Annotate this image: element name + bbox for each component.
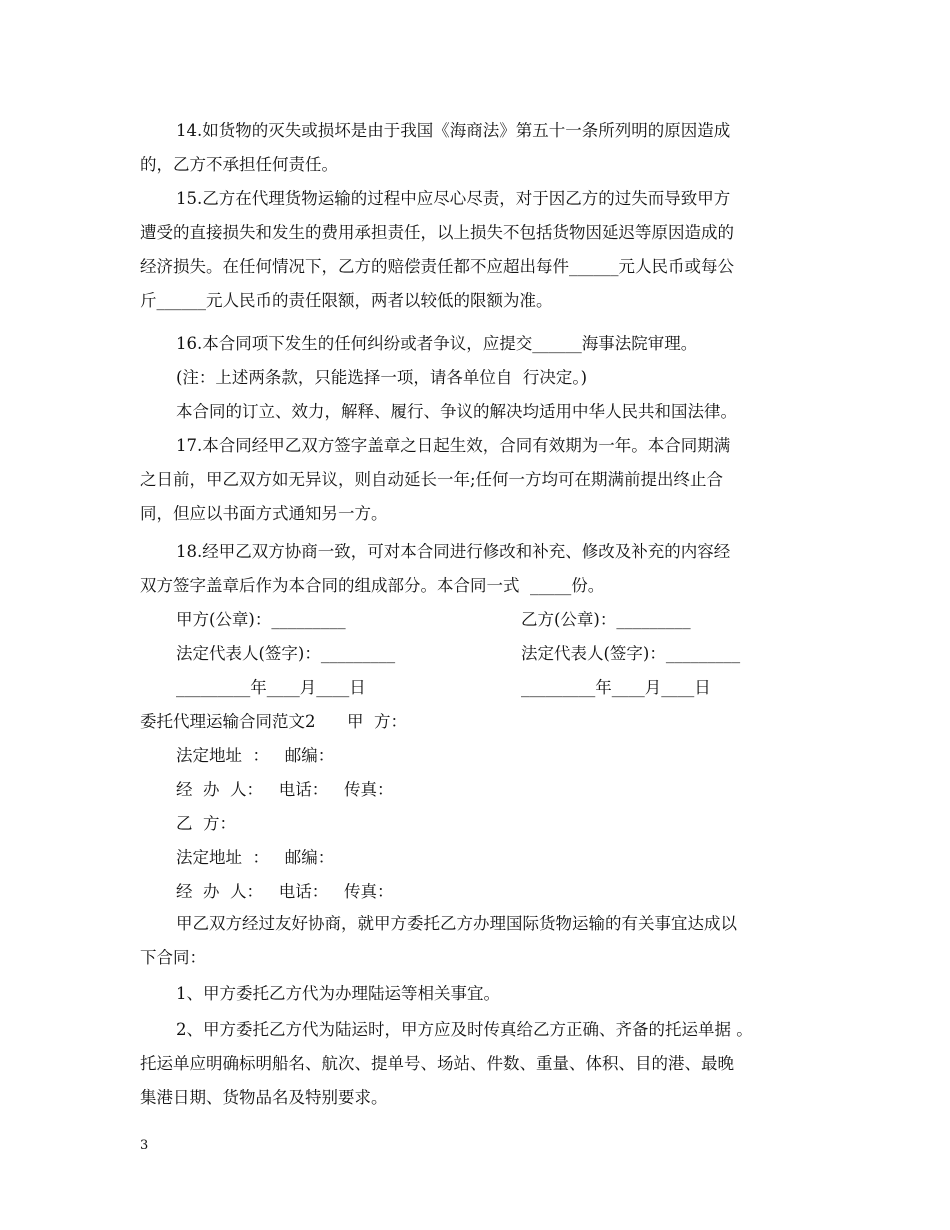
clause-17-line-3: 同，但应以书面方式通知另一方。 — [140, 504, 388, 523]
page-number: 3 — [140, 1138, 149, 1153]
party-b-representative-field: 法定代表人(签字)：_________ — [521, 644, 741, 663]
clause-15-line-2: 遭受的直接损失和发生的费用承担责任，以上损失不包括货物因延迟等原因造成的 — [140, 223, 734, 242]
party-b-address-line: 法定地址 ： 邮编： — [176, 848, 335, 867]
clause-17-line-2: 之日前，甲乙双方如无异议，则自动延长一年;任何一方均可在期满前提出终止合 — [140, 470, 724, 489]
item-2-line-2: 托运单应明确标明船名、航次、提单号、场站、件数、重量、体积、目的港、最晚 — [140, 1054, 734, 1073]
party-a-handler-line: 经 办 人： 电话： 传真： — [176, 780, 394, 799]
party-b-label: 乙 方： — [176, 814, 236, 833]
clause-14-line-1: 14.如货物的灭失或损坏是由于我国《海商法》第五十一条所列明的原因造成 — [176, 121, 731, 140]
governing-law-line: 本合同的订立、效力，解释、履行、争议的解决均适用中华人民共和国法律。 — [176, 402, 737, 421]
party-b-seal-field: 乙方(公章)：_________ — [521, 610, 691, 629]
party-a-seal-field: 甲方(公章)：_________ — [176, 610, 346, 629]
section-title-line: 委托代理运输合同范文2 甲 方： — [140, 712, 407, 731]
preamble-line-1: 甲乙双方经过友好协商，就甲方委托乙方办理国际货物运输的有关事宜达成以 — [176, 914, 737, 933]
clause-15-line-3: 经济损失。在任何情况下，乙方的赔偿责任都不应超出每件______元人民币或每公 — [140, 257, 734, 276]
clause-16: 16.本合同项下发生的任何纠纷或者争议，应提交______海事法院审理。 — [176, 334, 698, 353]
clause-18-line-2: 双方签字盖章后作为本合同的组成部分。本合同一式 _____份。 — [140, 576, 605, 595]
item-1: 1、甲方委托乙方代为办理陆运等相关事宜。 — [176, 984, 500, 1003]
item-2-line-1: 2、甲方委托乙方代为陆运时，甲方应及时传真给乙方正确、齐备的托运单据 。 — [176, 1020, 753, 1039]
clause-15-line-4: 斤______元人民币的责任限额，两者以较低的限额为准。 — [140, 291, 553, 310]
clause-18-line-1: 18.经甲乙双方协商一致，可对本合同进行修改和补充、修改及补充的内容经 — [176, 542, 731, 561]
clause-14-line-2: 的，乙方不承担任何责任。 — [140, 155, 338, 174]
party-b-handler-line: 经 办 人： 电话： 传真： — [176, 882, 394, 901]
clause-15-line-1: 15.乙方在代理货物运输的过程中应尽心尽责，对于因乙方的过失而导致甲方 — [176, 189, 731, 208]
item-2-line-3: 集港日期、货物品名及特别要求。 — [140, 1088, 388, 1107]
preamble-line-2: 下合同： — [140, 948, 206, 967]
party-b-date-field: _________年____月____日 — [521, 678, 711, 697]
party-a-address-line: 法定地址 ： 邮编： — [176, 746, 335, 765]
note-line: (注：上述两条款，只能选择一项，请各单位自 行决定。) — [176, 368, 588, 387]
clause-17-line-1: 17.本合同经甲乙双方签字盖章之日起生效，合同有效期为一年。本合同期满 — [176, 436, 731, 455]
party-a-date-field: _________年____月____日 — [176, 678, 366, 697]
party-a-representative-field: 法定代表人(签字)：_________ — [176, 644, 396, 663]
